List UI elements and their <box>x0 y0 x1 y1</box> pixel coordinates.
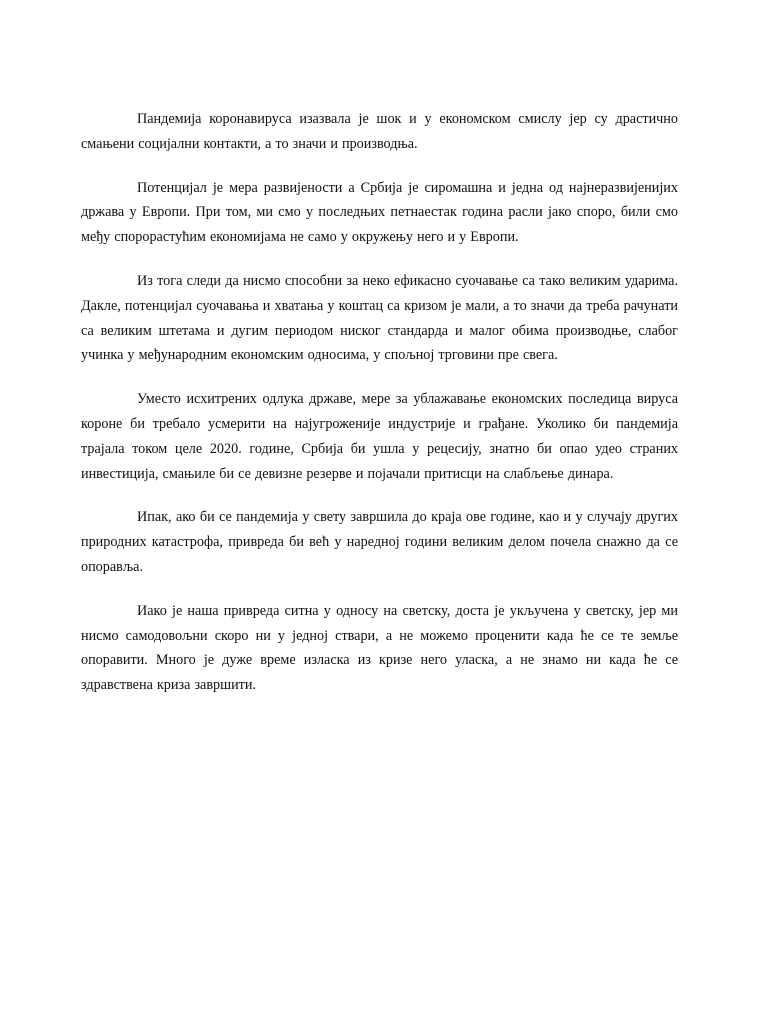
paragraph-6: Иако је наша привреда ситна у односу на светску, доста је укључена у светску, јер ми нисмо самодовољни скоро ни у једној ствари, а не можемо проценити када ће се те земље опоравити. Много је дуже време изласка из кризе него уласка, а не знамо ни када ће се здравствена криза завршити. <box>81 602 678 694</box>
paragraph-5: Ипак, ако би се пандемија у свету завршила до краја ове године, као и у случају других природних катастрофа, привреда би већ у наредној години великим делом почела снажно да се опоравља. <box>81 509 678 575</box>
paragraph-1: Пандемија коронавируса изазвала је шок и у економском смислу јер су драстично смањени социјални контакти, а то значи и производња. <box>81 111 678 152</box>
document-body <box>81 107 678 717</box>
paragraph-4: Уместо исхитрених одлука државе, мере за ублажавање економских последица вируса короне би требало усмерити на најугроженије индустрије и грађане. Уколико би пандемија трајала током целе 2020. године, Србија би ушла у рецесију, знатно би опао удео страних инвестиција, смањиле би се девизне резерве и појачали притисци на слабљење динара. <box>81 391 678 482</box>
paragraph-2: Потенцијал је мера развијености а Србија је сиромашна и једна од најнеразвијенијих држава у Европи. При том, ми смо у последњих петнаестак година расли јако споро, били смо међу спорорастућим економијама не само у окружењу него и у Европи. <box>81 179 678 246</box>
paragraph-3: Из тога следи да нисмо способни за неко ефикасно суочавање са тако великим ударима. Дакле, потенцијал суочавања и хватања у коштац са кризом је мали, а то значи да треба рачунати са великим штетама и дугим периодом ниског стандарда и малог обима производње, слабог учинка у међународним економским односима, у спољној трговини пре свега. <box>81 272 678 364</box>
